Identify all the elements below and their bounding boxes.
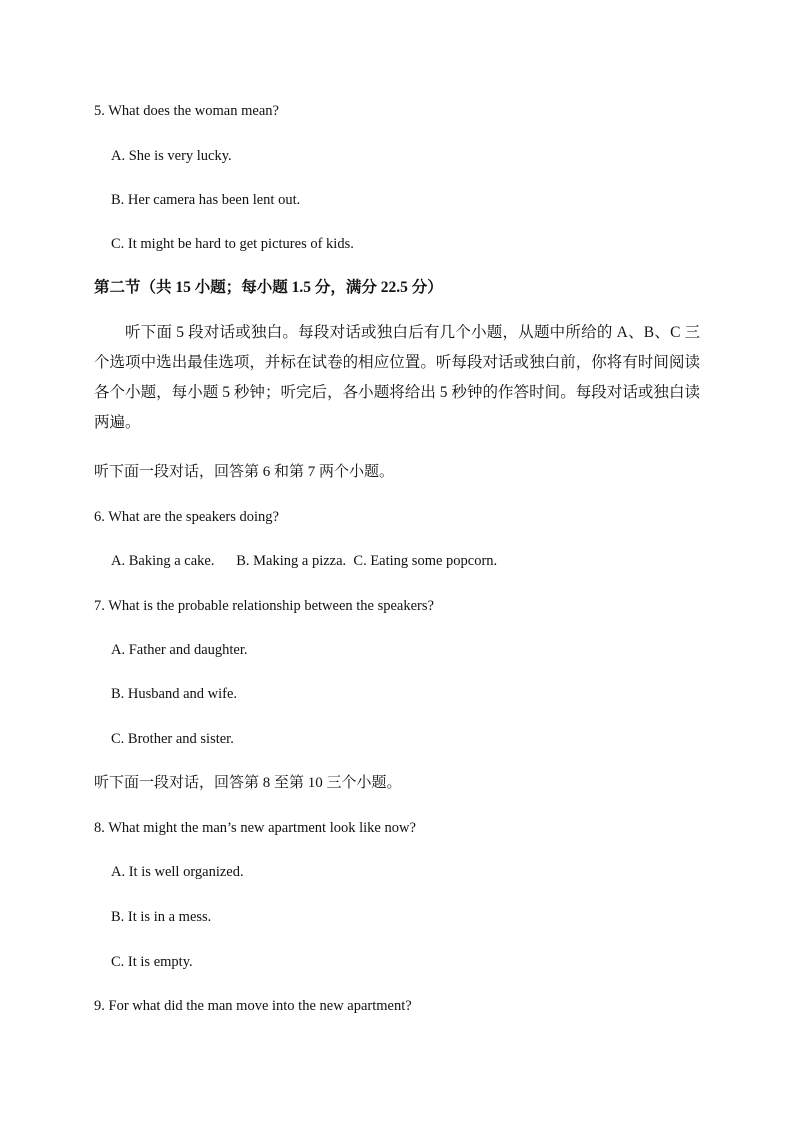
section-2-instructions: 听下面 5 段对话或独白。每段对话或独白后有几个小题，从题中所给的 A、B、C 三个选项中选出最佳选项，并标在试卷的相应位置。听每段对话或独白前，你将有时间阅读各个小题，每小题 5 秒钟；听完后，各小题将给出 5 秒钟的作答时间。每段对话或独白读两遍。 — [94, 324, 700, 431]
question-5-stem: 5. What does the woman mean? — [94, 103, 279, 119]
question-8-stem: 8. What might the man’s new apartment look like now? — [94, 820, 416, 836]
question-8-option-b: B. It is in a mess. — [111, 909, 212, 925]
dialogue-intro-8-10: 听下面一段对话，回答第 8 至第 10 三个小题。 — [94, 775, 402, 791]
question-7-stem: 7. What is the probable relationship between the speakers? — [94, 598, 434, 614]
question-5-option-c: C. It might be hard to get pictures of kids. — [111, 236, 354, 252]
question-8-option-c: C. It is empty. — [111, 954, 193, 970]
question-7-option-a: A. Father and daughter. — [111, 642, 248, 658]
question-6-options: A. Baking a cake. B. Making a pizza. C. Eating some popcorn. — [111, 553, 498, 569]
question-7-option-b: B. Husband and wife. — [111, 686, 238, 702]
question-7-option-c: C. Brother and sister. — [111, 731, 234, 747]
question-5-option-a: A. She is very lucky. — [111, 148, 232, 164]
question-6-stem: 6. What are the speakers doing? — [94, 509, 279, 525]
section-2-heading: 第二节（共 15 小题；每小题 1.5 分，满分 22.5 分） — [94, 279, 443, 296]
question-9-stem: 9. For what did the man move into the new apartment? — [94, 998, 412, 1014]
question-8-option-a: A. It is well organized. — [111, 864, 244, 880]
dialogue-intro-6-7: 听下面一段对话，回答第 6 和第 7 两个小题。 — [94, 464, 395, 480]
question-5-option-b: B. Her camera has been lent out. — [111, 192, 301, 208]
